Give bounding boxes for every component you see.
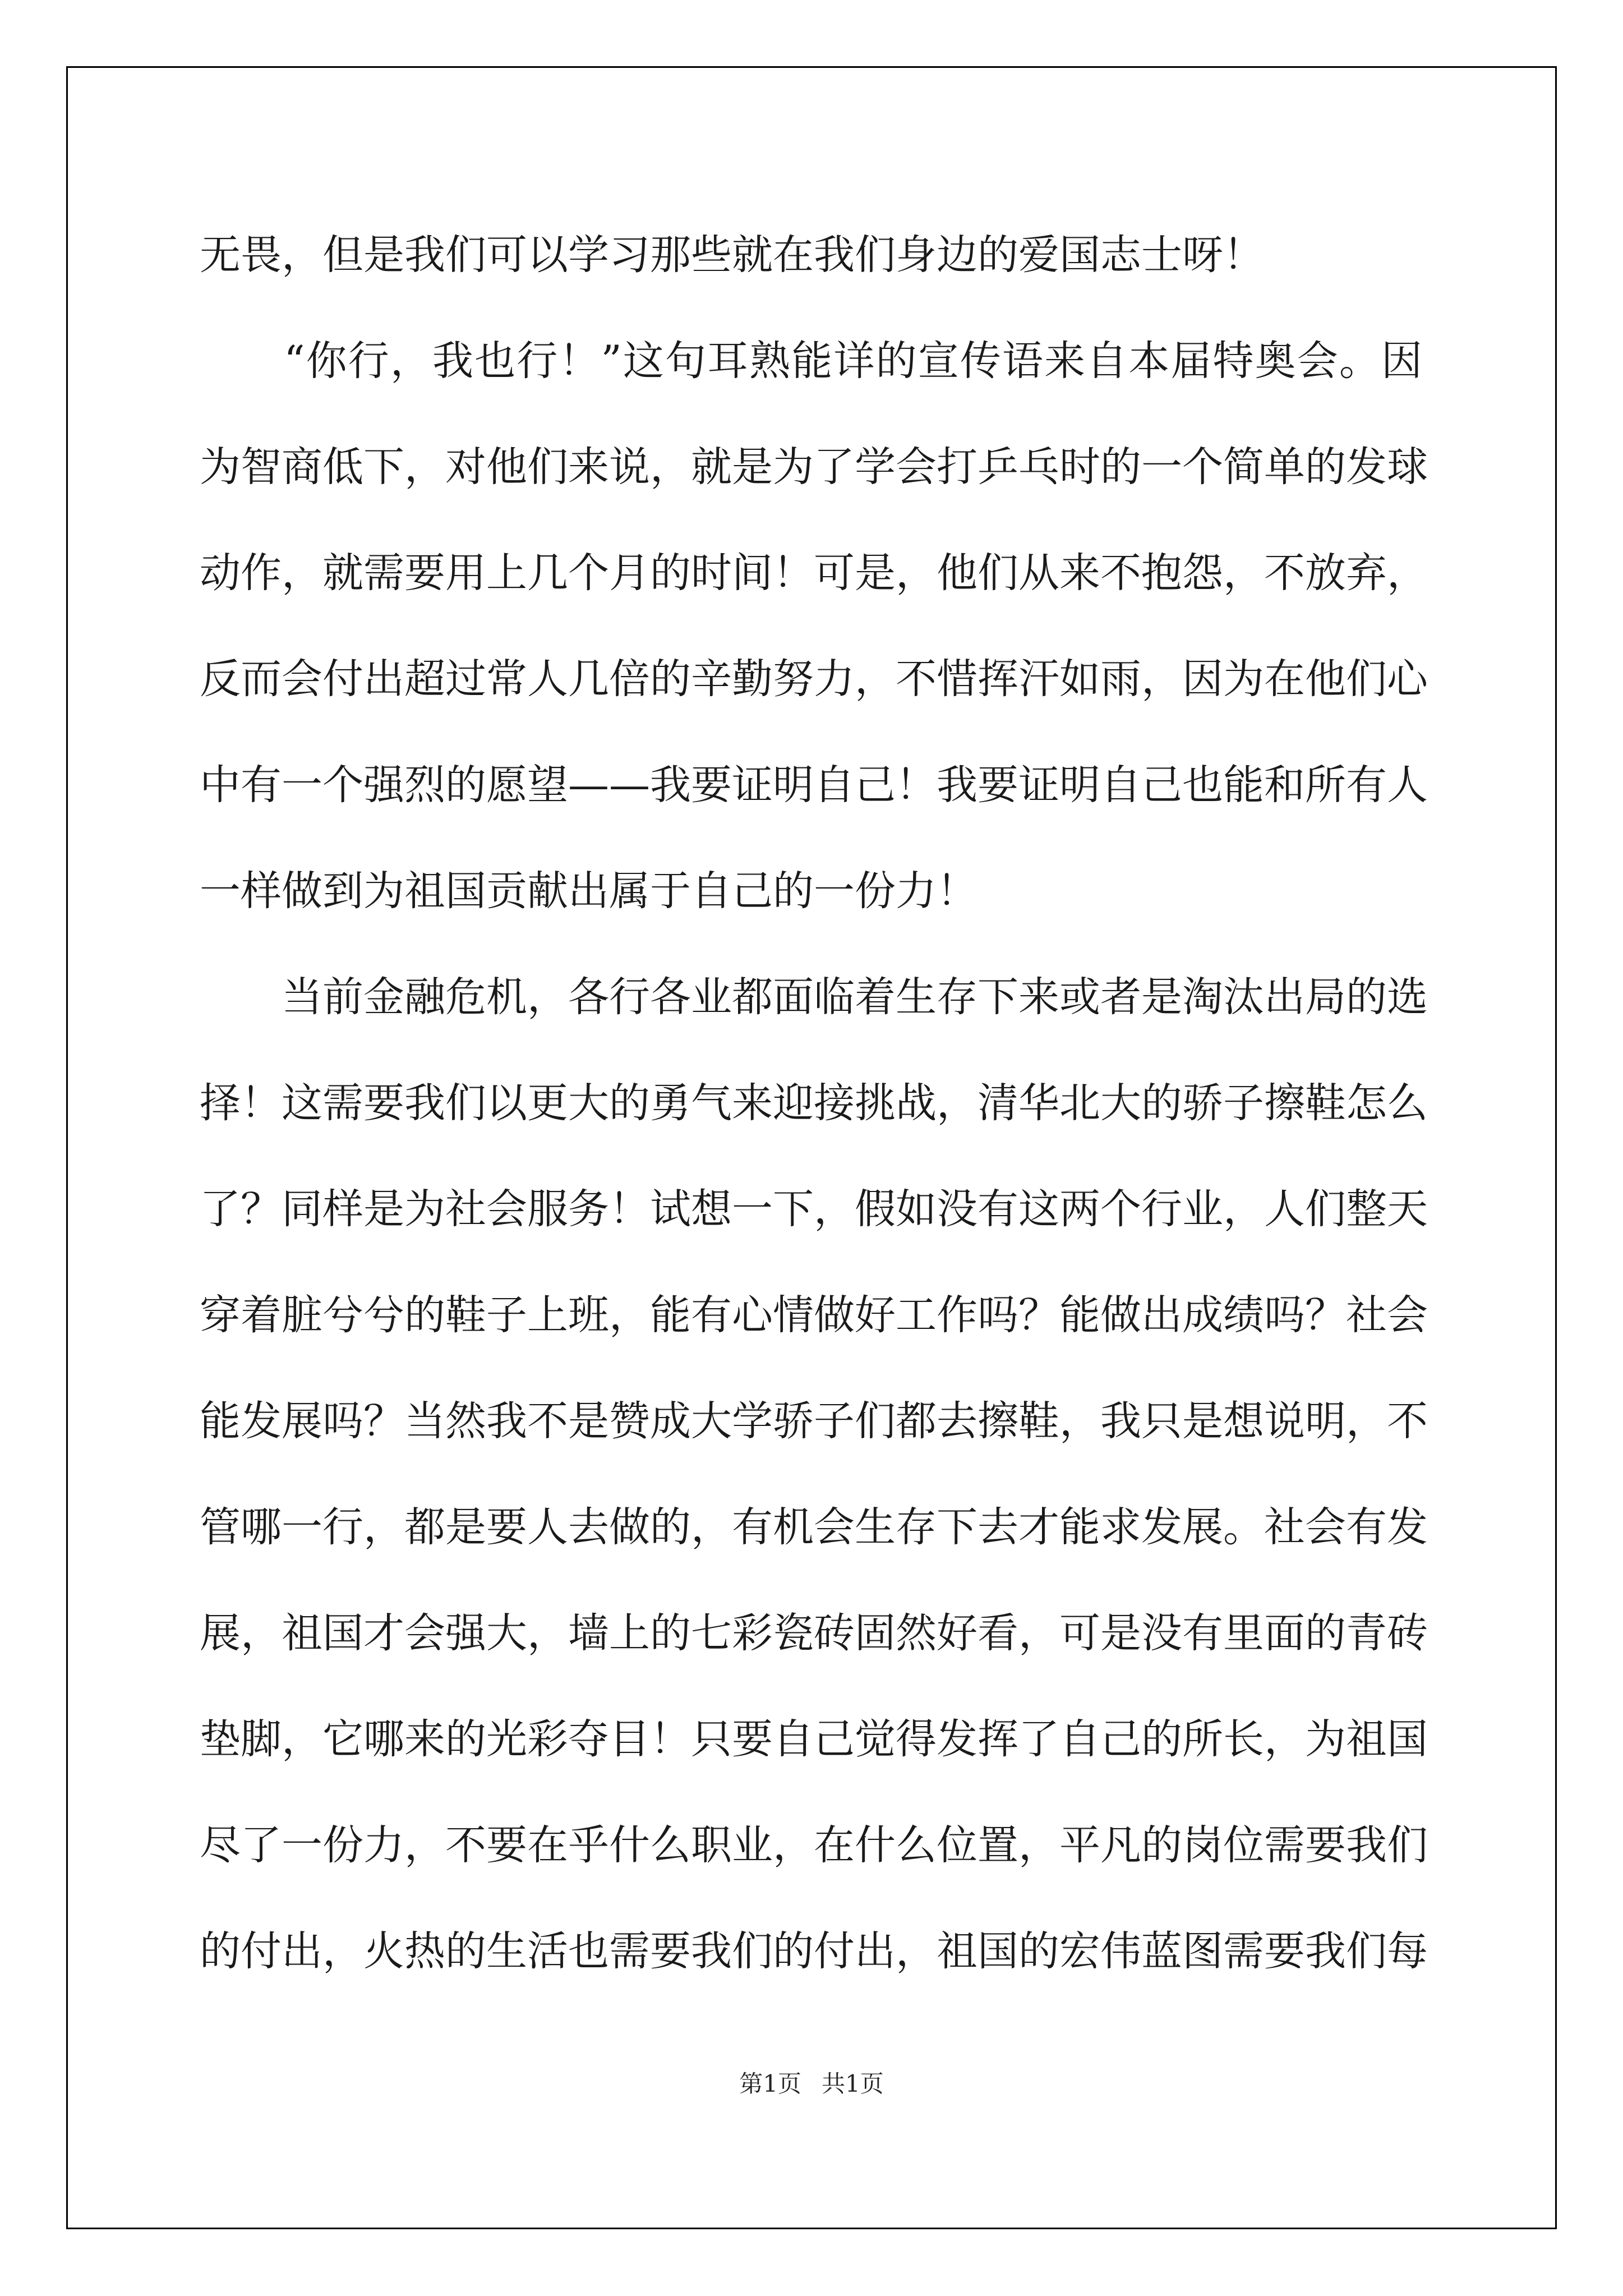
page-total: 共1页	[822, 2070, 884, 2097]
text-line: 穿着脏兮兮的鞋子上班，能有心情做好工作吗？能做出成绩吗？社会	[200, 1291, 1428, 1339]
text-line: “你行，我也行！”这句耳熟能详的宣传语来自本届特奥会。因	[200, 337, 1422, 385]
text-line: 中有一个强烈的愿望——我要证明自己！我要证明自己也能和所有人	[200, 761, 1428, 809]
document-body	[200, 202, 1428, 2004]
text-line: 一样做到为祖国贡献出属于自己的一份力！	[200, 867, 978, 915]
text-line: 尽了一份力，不要在乎什么职业，在什么位置，平凡的岗位需要我们	[200, 1821, 1428, 1869]
text-line: 的付出，火热的生活也需要我们的付出，祖国的宏伟蓝图需要我们每	[200, 1927, 1428, 1975]
text-line: 垫脚，它哪来的光彩夺目！只要自己觉得发挥了自己的所长，为祖国	[200, 1715, 1428, 1763]
text-line: 择！这需要我们以更大的勇气来迎接挑战，清华北大的骄子擦鞋怎么	[200, 1079, 1428, 1127]
text-line: 当前金融危机，各行各业都面临着生存下来或者是淘汰出局的选	[200, 973, 1428, 1021]
text-line: 无畏，但是我们可以学习那些就在我们身边的爱国志士呀！	[200, 231, 1264, 279]
text-line: 展，祖国才会强大，墙上的七彩瓷砖固然好看，可是没有里面的青砖	[200, 1609, 1428, 1657]
text-line: 能发展吗？当然我不是赞成大学骄子们都去擦鞋，我只是想说明，不	[200, 1397, 1428, 1445]
page-number: 第1页	[739, 2070, 801, 2097]
text-line: 动作，就需要用上几个月的时间！可是，他们从来不抱怨，不放弃，	[200, 549, 1428, 597]
text-line: 为智商低下，对他们来说，就是为了学会打乒乓时的一个简单的发球	[200, 443, 1428, 491]
page-footer	[0, 2067, 1623, 2101]
text-line: 管哪一行，都是要人去做的，有机会生存下去才能求发展。社会有发	[200, 1503, 1428, 1551]
text-line: 反而会付出超过常人几倍的辛勤努力，不惜挥汗如雨，因为在他们心	[200, 655, 1428, 703]
text-line: 了？同样是为社会服务！试想一下，假如没有这两个行业，人们整天	[200, 1185, 1428, 1233]
